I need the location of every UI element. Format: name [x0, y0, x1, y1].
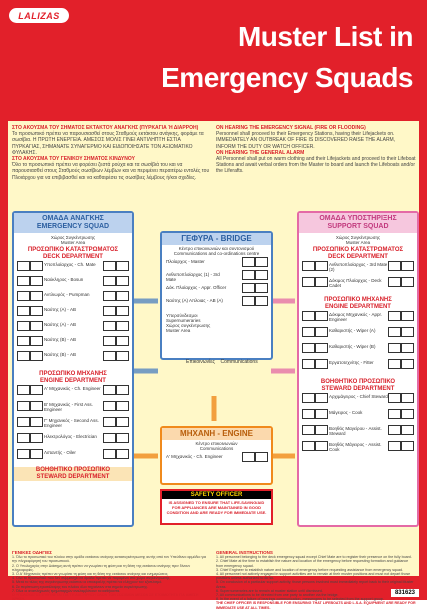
number-checkbox[interactable] [315, 311, 328, 321]
holding-checkbox[interactable] [388, 409, 401, 419]
holding-checkbox[interactable] [242, 283, 255, 293]
holding-checkbox[interactable] [401, 261, 414, 271]
footer-note: Ο ΥΠΟΛΟΧΑΓΟΣ ΕΥΘΥΝΕΤΑΙ ΓΙΑ ΤΗ ΔΙΑΤΗΡΗΣΗ ΟΛΩΝ ΤΩΝ ΣΩΣΙΒΙΩΝ ΜΕΣΩΝ ΣΕ ΕΤΟΙΜΟΤΗΤΑ ΓΙΑ ΑΜΕΣΗ ΧΡΗΣΗ. [12, 593, 199, 602]
comms-label-bridge: Επικοινωνίες Communications [186, 359, 258, 365]
number-checkbox[interactable] [302, 425, 315, 435]
intro-text: Όλο το προσωπικό πρέπει να φορέσει ζεστά ρούχα και τα σωσίβιά του και να παρουσιασθεί στους Σταθμούς σωσίβιων λέμβων και να περιμένει περαιτέρω εντολές του Πλοιάρχου για να επιβιβασθεί και να καθαιρέσει τις σωσίβιες λέμβους ή/και σχεδίες. [12, 162, 210, 181]
number-checkbox[interactable] [302, 277, 315, 287]
crew-role-label: Βοηθός Μαγείρου - Assist. Steward [329, 426, 382, 436]
instruction-line: 2. Chief Mate at the time to establish the nature and location of the emergency before requesting formation and guidance from emergency squad. [216, 559, 409, 568]
holding-checkbox[interactable] [388, 359, 401, 369]
crew-role-label: Υποπλοίαρχος - Ch. Mate [44, 262, 96, 267]
number-checkbox[interactable] [302, 343, 315, 353]
holding-checkbox[interactable] [388, 393, 401, 403]
number-checkbox[interactable] [30, 351, 43, 361]
number-checkbox[interactable] [17, 401, 30, 411]
crew-role-label: Λιπαντής - Oiler [44, 450, 76, 455]
number-checkbox[interactable] [315, 441, 328, 451]
engine-rows [299, 311, 417, 379]
crew-role-label: Ηλεκτρολόγος - Electrician [44, 434, 97, 439]
intro-heading: ΣΤΟ ΑΚΟΥΣΜΑ ΤΟΥ ΣΗΜΑΤΟΣ ΕΚΤΑΚΤΟΥ ΑΝΑΓΚΗΣ (ΠΥΡΚΑΓΙΑ Ή ΔΙΑΡΡΟΗ) [12, 125, 199, 131]
number-checkbox[interactable] [30, 433, 43, 443]
holding-checkbox[interactable] [116, 401, 129, 411]
holding-checkbox[interactable] [116, 291, 129, 301]
footer-lines [12, 555, 210, 593]
number-checkbox[interactable] [17, 433, 30, 443]
number-checkbox[interactable] [315, 409, 328, 419]
number-checkbox[interactable] [30, 306, 43, 316]
holding-checkbox[interactable] [116, 336, 129, 346]
holding-checkbox[interactable] [401, 441, 414, 451]
support-squad-box [297, 211, 419, 527]
crew-role-label: Μάγειρος - Cook [329, 410, 363, 415]
holding-checkbox[interactable] [103, 336, 116, 346]
bridge-title: ΓΕΦΥΡΑ - BRIDGE [162, 233, 271, 245]
holding-checkbox[interactable] [116, 321, 129, 331]
safety-officer-title: SAFETY OFFICER [162, 491, 271, 499]
footer-heading: ΓΕΝΙΚΕΣ ΟΔΗΓΙΕΣ [12, 550, 52, 555]
number-checkbox[interactable] [17, 417, 30, 427]
brand-logo-text: LALIZAS [18, 10, 60, 21]
title-greek: ΟΜΑΔΑ ΥΠΟΣΤΗΡΙΞΗΣ [319, 215, 397, 222]
bridge-extra: Υπερσύνδεσμοι Supernumeraries Χώρος συγκέντρωσης Muster Area [166, 313, 211, 333]
crew-role-label: Δόκιμος Πλοίαρχος - Deck Cadet [329, 278, 382, 288]
number-checkbox[interactable] [17, 449, 30, 459]
crew-role-label: Α' Μηχανικός - Ch. Engineer [166, 454, 223, 459]
holding-checkbox[interactable] [116, 351, 129, 361]
intro-text: Το προσωπικό πρέπει να παρουσιασθεί στους Σταθμούς εκτάκτου ανάγκης, φοράμε τα σωσίβια. Η ΠΡΩΤΗ ΕΝΕΡΓΕΙΑ. ΑΜΕΣΟΣ ΜΟΛΙΣ ΓΙΝΕΙ ΑΝΤΙΛΗΠΤΗ ΕΣΤΙΑ ΠΥΡΚΑΓΙΑΣ, ΣΗΜΑΝΑΤΕ ΣΥΝΑΓΕΡΜΟ ΚΑΙ ΕΙΔΟΠΟΙΗΣΑΤΕ ΤΟΝ ΑΞΙΩΜΑΤΙΚΟ ΦΥΛΑΚΗΣ. [12, 131, 204, 156]
number-checkbox[interactable] [30, 449, 43, 459]
holding-checkbox[interactable] [116, 261, 129, 271]
footer-lines [216, 555, 416, 601]
holding-checkbox[interactable] [388, 425, 401, 435]
intro-heading: ON HEARING THE EMERGENCY SIGNAL (FIRE OR FLOODING) [216, 125, 366, 131]
holding-checkbox[interactable] [103, 291, 116, 301]
number-checkbox[interactable] [17, 291, 30, 301]
holding-checkbox[interactable] [116, 433, 129, 443]
crew-role-label: Δόκιμος Μηχανικός - Appr. Engineer [329, 312, 382, 322]
instruction-line: 4. All personnel not actively engaged in support activities are to remain at their muster positions and must not depart those positions unless authorized to do so. [216, 572, 411, 581]
crew-role-label: Αντλιωρός - Pumpman [44, 292, 90, 297]
emergency-squad-box [12, 211, 134, 527]
number-checkbox[interactable] [302, 311, 315, 321]
holding-checkbox[interactable] [255, 270, 268, 280]
number-checkbox[interactable] [302, 409, 315, 419]
holding-checkbox[interactable] [388, 327, 401, 337]
title-line-1: Muster List in [237, 21, 413, 52]
number-checkbox[interactable] [315, 359, 328, 369]
emergency-squad-title [14, 213, 132, 233]
title-english: SUPPORT SQUAD [327, 223, 389, 230]
title-greek: ΟΜΑΔΑ ΑΝΑΓΚΗΣ [42, 215, 104, 222]
holding-checkbox[interactable] [103, 261, 116, 271]
intro-heading: ON HEARING THE GENERAL ALARM [216, 149, 305, 156]
general-instructions-greek [12, 551, 210, 601]
engine-rows [162, 452, 271, 466]
holding-checkbox[interactable] [401, 393, 414, 403]
brand-logo [9, 8, 69, 23]
instruction-line: 7. All communications to be directed from one party to another via the bridge. [216, 593, 339, 598]
number-checkbox[interactable] [302, 327, 315, 337]
holding-checkbox[interactable] [401, 277, 414, 287]
holding-checkbox[interactable] [388, 343, 401, 353]
number-checkbox[interactable] [30, 291, 43, 301]
crew-role-label: Β' Μηχανικός - First Ass. Engineer [44, 402, 93, 412]
number-checkbox[interactable] [315, 393, 328, 403]
crew-role-label: Εργατοτεχνίτης - Fitter [329, 360, 374, 365]
holding-checkbox[interactable] [388, 261, 401, 271]
bridge-box [160, 231, 273, 360]
holding-checkbox[interactable] [116, 385, 129, 395]
number-checkbox[interactable] [30, 261, 43, 271]
crew-role-label: Ανθυποπλοίαρχος - 3rd Mate (2) [329, 262, 388, 272]
safety-officer-box [160, 489, 273, 525]
number-checkbox[interactable] [17, 385, 30, 395]
holding-checkbox[interactable] [103, 351, 116, 361]
engine-subtitle: Κέντρο επικοινωνιών Communications [195, 441, 238, 451]
steward-dept-title: ΒΟΗΘΗΤΙΚΟ ΠΡΟΣΩΠΙΚΟ STEWARD DEPARTMENT [14, 467, 132, 481]
holding-checkbox[interactable] [401, 311, 414, 321]
number-checkbox[interactable] [315, 261, 328, 271]
crew-role-label: Αρχιμάγειρος - Chief Steward [329, 394, 388, 399]
number-checkbox[interactable] [315, 425, 328, 435]
title-line-2: Emergency Squads [161, 62, 413, 93]
number-checkbox[interactable] [30, 276, 43, 286]
instruction-line: 4. Όλο το προσωπικό που δεν συμμετέχει σε ομάδα πρέπει να παραμένει στο χώρο συγκέντρωσης. [12, 576, 171, 581]
crew-role-label: Καθαριστής - Wiper (B) [329, 344, 376, 349]
number-checkbox[interactable] [315, 327, 328, 337]
holding-checkbox[interactable] [401, 343, 414, 353]
holding-checkbox[interactable] [116, 306, 129, 316]
instruction-line: 3. Chief Engineer to establish nature and location of emergency before requesting assistance from emergency squad. [216, 567, 403, 572]
holding-checkbox[interactable] [103, 306, 116, 316]
holding-checkbox[interactable] [255, 257, 268, 267]
number-checkbox[interactable] [17, 336, 30, 346]
instruction-line: 5. On conclusion of a particular support activity, those persons involved must immediately report back to their original Muster Areas. [216, 580, 414, 589]
number-checkbox[interactable] [17, 261, 30, 271]
number-checkbox[interactable] [30, 321, 43, 331]
number-checkbox[interactable] [30, 401, 43, 411]
instruction-line: 2. Ο Υπολοχαγός στην Διάσημη αυτή πρέπει να γνωρίσει τη φύση και τη θέση της εκτάκτου ανάγκης πριν δίνουν πληροφορίες. [12, 563, 191, 572]
general-instructions-english [216, 551, 416, 610]
engine-box [160, 426, 273, 485]
support-squad-title [299, 213, 417, 233]
crew-role-label: Ανθυποπλοίαρχος (1) - 3rd Mate [166, 272, 220, 282]
number-checkbox[interactable] [30, 336, 43, 346]
instruction-line: 6. Σε περίπτωση εγκατάλειψης του πλοίου όλοι πηγαίνουν στα σημεία συγκέντρωσης. [12, 584, 149, 589]
crew-role-label: Ναύτης (Α) Απλοιας - AB (A) [166, 298, 223, 303]
holding-checkbox[interactable] [103, 417, 116, 427]
holding-checkbox[interactable] [255, 296, 268, 306]
holding-checkbox[interactable] [103, 401, 116, 411]
crew-role-label: Ναύτης (Β) - AB [44, 352, 77, 357]
engine-dept-title: ΠΡΟΣΩΠΙΚΟ ΜΗΧΑΝΗΣ ENGINE DEPARTMENT [324, 297, 392, 310]
number-checkbox[interactable] [315, 343, 328, 353]
holding-checkbox[interactable] [242, 257, 255, 267]
holding-checkbox[interactable] [401, 425, 414, 435]
holding-checkbox[interactable] [103, 433, 116, 443]
instruction-line: 3. Ο Α' Μηχανικός πρέπει να γνωρίσει τη φύση και τη θέση της εκτάκτου ανάγκης και ενημερώσεις. [12, 572, 169, 577]
bridge-rows [162, 257, 271, 313]
holding-checkbox[interactable] [242, 270, 255, 280]
steward-rows [299, 393, 417, 461]
holding-checkbox[interactable] [388, 311, 401, 321]
crew-role-label: Α' Μηχανικός - Ch. Engineer [44, 386, 101, 391]
crew-role-label: Ναύκληρος - Bosun [44, 277, 84, 282]
instruction-line: 5. Μετά το τέλος της συγκέντρωσης εκάστου οι επικεφαλής πρέπει να ελέγχουν τον εξοπλισμό. [12, 580, 163, 585]
holding-checkbox[interactable] [401, 409, 414, 419]
deck-rows [14, 261, 132, 371]
crew-role-label: Καθαριστής - Wiper (A) [329, 328, 376, 333]
holding-checkbox[interactable] [255, 452, 268, 462]
holding-checkbox[interactable] [116, 449, 129, 459]
instruction-line: 8. In the event of a failure of bearings communication, messengers to be selected from the support group. [216, 597, 384, 602]
crew-role-label: Δόκ. Πλοίαρχος - Appr. Officer [166, 285, 227, 290]
number-checkbox[interactable] [17, 276, 30, 286]
holding-checkbox[interactable] [103, 276, 116, 286]
engine-dept-title: ΠΡΟΣΩΠΙΚΟ ΜΗΧΑΝΗΣ ENGINE DEPARTMENT [39, 371, 107, 384]
intro-text: All Personnel shall put on warm clothing and their Lifejackets and proceed to their Lifeboat Stations and await verbal orders from the Master to board and launch the Lifeboats and/or the Liferafts. [216, 156, 416, 175]
holding-checkbox[interactable] [116, 417, 129, 427]
number-checkbox[interactable] [302, 393, 315, 403]
product-code: 831623 [391, 589, 419, 597]
intro-heading: ΣΤΟ ΑΚΟΥΣΜΑ ΤΟΥ ΓΕΝΙΚΟΥ ΣΗΜΑΤΟΣ ΚΙΝΔΥΝΟΥ [12, 156, 135, 163]
number-checkbox[interactable] [302, 261, 315, 271]
instruction-line: 6. Supernumeraries are to remain at muster station until dismissed. [216, 588, 323, 593]
crew-role-label: Βοηθός Μάγειρος - Assist. Cook [329, 442, 382, 452]
engine-rows [14, 385, 132, 467]
holding-checkbox[interactable] [103, 321, 116, 331]
number-checkbox[interactable] [302, 441, 315, 451]
deck-dept-title: ΠΡΟΣΩΠΙΚΟ ΚΑΤΑΣΤΡΩΜΑΤΟΣ DECK DEPARTMENT [27, 247, 119, 260]
instruction-line: 1. All personnel belonging to the deck emergency squad except Chief Mate are to register their presence on the fully board. [216, 555, 412, 560]
muster-area-label: Χώρος Συγκέντρωσης Muster Area [50, 235, 96, 245]
crew-role-label: Ναύτης (Α) - AB [44, 307, 77, 312]
steward-dept-title: ΒΟΗΘΗΤΙΚΟ ΠΡΟΣΩΠΙΚΟ STEWARD DEPARTMENT [320, 379, 396, 392]
crew-role-label: Πλοίαρχος - Master [166, 259, 205, 264]
holding-checkbox[interactable] [103, 449, 116, 459]
number-checkbox[interactable] [17, 351, 30, 361]
number-checkbox[interactable] [315, 277, 328, 287]
intro-text: Personnel shall proceed to their Emergency Stations, having their Lifejackets on. IMMEDIATELY AN OUTBREAK OF FIRE IS DISCOVERED RAISE THE ALARM, INFORM THE DUTY OR WATCH OFFICER. [216, 131, 396, 150]
muster-area-label: Χώρος Συγκέντρωσης Muster Area [335, 235, 381, 245]
number-checkbox[interactable] [302, 359, 315, 369]
holding-checkbox[interactable] [401, 359, 414, 369]
holding-checkbox[interactable] [242, 296, 255, 306]
holding-checkbox[interactable] [116, 276, 129, 286]
holding-checkbox[interactable] [388, 277, 401, 287]
instruction-line: 7. Όλοι οι αναπληρωτές τμηματαρχών αναλαμβάνουν τα καθήκοντα. [12, 588, 121, 593]
number-checkbox[interactable] [30, 385, 43, 395]
footer-heading: GENERAL INSTRUCTIONS [216, 550, 273, 555]
crew-role-label: Ναύτης (Α) - AB [44, 322, 77, 327]
crew-role-label: Γ' Μηχανικός - Second Ass. Engineer [44, 418, 99, 428]
deck-dept-title: ΠΡΟΣΩΠΙΚΟ ΚΑΤΑΣΤΡΩΜΑΤΟΣ DECK DEPARTMENT [312, 247, 404, 260]
safety-officer-text: IS ASSIGNED TO ENSURE THAT LIFE-SAVING/AID FOR APPLIANCES ARE MAINTAINED IN GOOD CONDITION AND ARE READY FOR IMMEDIATE USE. [166, 500, 267, 515]
holding-checkbox[interactable] [103, 385, 116, 395]
holding-checkbox[interactable] [242, 452, 255, 462]
engine-title: ΜΗΧΑΝΗ - ENGINE [162, 428, 271, 440]
instruction-line: 1. Όλο το προσωπικό του πλοίου στην ομάδα εκτάκτου ανάγκης κατασυγκέντρωσης αυτής από τον Υπεύθυνο αρμόδιο για την πληροφόρησή του προσωπικού. [12, 555, 206, 564]
number-checkbox[interactable] [17, 306, 30, 316]
title-english: EMERGENCY SQUAD [36, 223, 110, 230]
deck-rows [299, 261, 417, 297]
holding-checkbox[interactable] [388, 441, 401, 451]
bridge-subtitle: Κέντρο επικοινωνιών και συντονισμού Communications and co-ordinations centre [173, 246, 260, 256]
number-checkbox[interactable] [17, 321, 30, 331]
footer-note: THE CHIEF OFFICER IS RESPONSIBLE FOR ENSURING THAT LIFEBOATS AND L.S.A. EQUIPMENT ARE READY FOR IMMEDIATE USE AT ALL TIMES. [216, 601, 416, 610]
crew-role-label: Ναύτης (Β) - AB [44, 337, 77, 342]
holding-checkbox[interactable] [255, 283, 268, 293]
holding-checkbox[interactable] [401, 327, 414, 337]
number-checkbox[interactable] [30, 417, 43, 427]
